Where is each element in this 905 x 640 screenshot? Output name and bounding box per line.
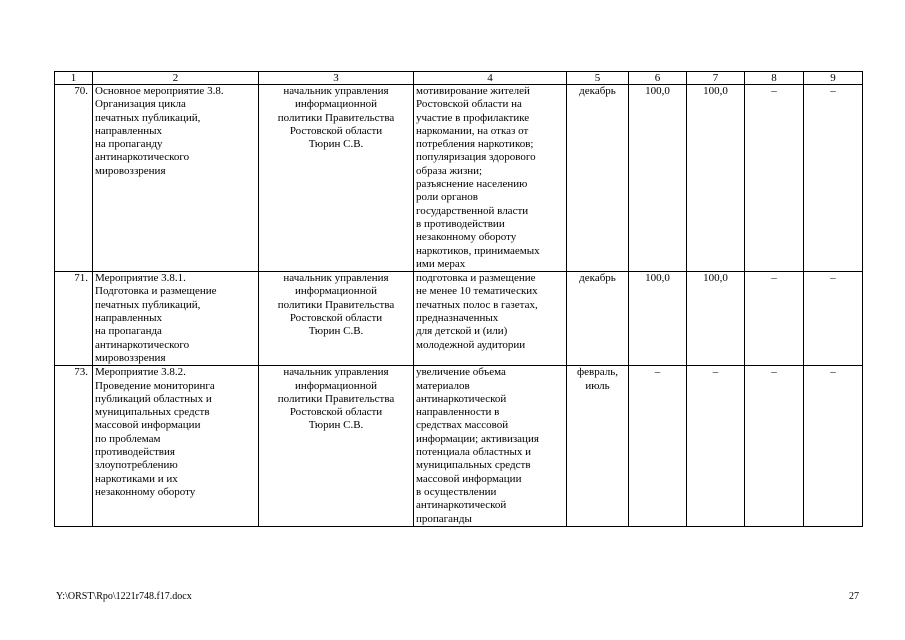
expected-result-line: Ростовской области на [416, 98, 522, 111]
expected-result-line: для детской и (или) [416, 325, 508, 338]
responsible-person [259, 366, 414, 527]
expected-result-line: подготовка и размещение [416, 272, 536, 285]
header-cell: 1 [55, 72, 93, 85]
measure-name-line: Основное мероприятие 3.8. [95, 85, 224, 97]
row-number: 70. [55, 85, 93, 272]
measure-name-line: печатных публикаций, [95, 111, 201, 124]
header-row [55, 72, 863, 85]
measure-name-line: противодействия [95, 446, 175, 459]
responsible-person-line: начальник управления [283, 85, 389, 97]
responsible-person-line: информационной [295, 285, 377, 298]
deadline [567, 85, 629, 272]
measure-name-line: по проблемам [95, 432, 161, 445]
measure-name [93, 366, 259, 527]
responsible-person-line: Ростовской области [289, 312, 383, 325]
responsible-person-line: информационной [295, 98, 377, 111]
deadline-line: июль [585, 379, 610, 392]
expected-result-line: в противодействии [416, 217, 505, 230]
expected-result-line: в осуществлении [416, 485, 497, 498]
measure-name-line: антинаркотического [95, 338, 190, 351]
measure-name-line: наркотиками и их [95, 472, 178, 485]
responsible-person [259, 85, 414, 272]
value-col7: – [687, 366, 745, 527]
value-col6: 100,0 [629, 272, 687, 366]
responsible-person-line: политики Правительства [277, 111, 395, 124]
expected-result-line: незаконному обороту [416, 231, 517, 244]
measure-name-line: массовой информации [95, 419, 201, 432]
responsible-person-line: Тюрин С.В. [308, 419, 364, 432]
expected-result-line: потенциала областных и [416, 446, 531, 459]
header-cell: 8 [745, 72, 804, 85]
header-cell: 4 [414, 72, 567, 85]
deadline-line: декабрь [579, 85, 616, 97]
value-col8: – [745, 85, 804, 272]
expected-result-line: средствах массовой [416, 419, 509, 432]
expected-result-line: наркотиков, принимаемых [416, 244, 540, 257]
deadline [567, 272, 629, 366]
row-number: 73. [55, 366, 93, 527]
measure-name-line: печатных публикаций, [95, 298, 201, 311]
expected-result-line: участие в профилактике [416, 111, 530, 124]
responsible-person-line: Ростовской области [289, 406, 383, 419]
measure-name-line: направленных [95, 124, 162, 137]
responsible-person-line: политики Правительства [277, 392, 395, 405]
value-col8: – [745, 366, 804, 527]
value-col7: 100,0 [687, 272, 745, 366]
value-col9: – [804, 85, 863, 272]
expected-result-line: информации; активизация [416, 432, 539, 445]
responsible-person-line: Ростовской области [289, 124, 383, 137]
expected-result-line: наркомании, на отказ от [416, 124, 529, 137]
header-cell: 2 [93, 72, 259, 85]
header-cell: 5 [567, 72, 629, 85]
measure-name [93, 272, 259, 366]
expected-result-line: увеличение объема [416, 366, 506, 379]
measure-name-line: на пропаганду [95, 138, 163, 151]
measure-name-line: Проведение мониторинга [95, 379, 215, 392]
expected-result-line: муниципальных средств [416, 459, 531, 472]
expected-result-line: печатных полос в газетах, [416, 298, 538, 311]
expected-result-line: материалов [416, 379, 470, 392]
measure-name-line: на пропаганда [95, 325, 162, 338]
value-col6: 100,0 [629, 85, 687, 272]
measure-name [93, 85, 259, 272]
measure-name-line: мировоззрения [95, 164, 166, 177]
expected-result-line: роли органов [416, 191, 478, 204]
expected-result [414, 366, 567, 527]
deadline [567, 366, 629, 527]
expected-result-line: государственной власти [416, 204, 529, 217]
expected-result-line: не менее 10 тематических [416, 285, 538, 298]
measure-name-line: Подготовка и размещение [95, 285, 217, 298]
responsible-person-line: Тюрин С.В. [308, 325, 364, 338]
measure-name-line: злоупотреблению [95, 459, 178, 472]
measure-name-line: муниципальных средств [95, 406, 210, 419]
value-col9: – [804, 272, 863, 366]
measure-name-line: Мероприятие 3.8.2. [95, 366, 186, 379]
expected-result-line: антинаркотической [416, 499, 507, 512]
expected-result-line: предназначенных [416, 312, 499, 325]
page-number: 27 [849, 591, 859, 602]
value-col6: – [629, 366, 687, 527]
expected-result-line: направленности в [416, 406, 500, 419]
measure-name-line: Организация цикла [95, 98, 186, 111]
value-col8: – [745, 272, 804, 366]
expected-result-line: разъяснение населению [416, 178, 528, 191]
measure-name-line: мировоззрения [95, 351, 166, 364]
measure-name-line: антинаркотического [95, 151, 190, 164]
expected-result-line: молодежной аудитории [416, 338, 526, 351]
expected-result-line: массовой информации [416, 472, 522, 485]
expected-result-line: популяризация здорового [416, 151, 536, 164]
row-number: 71. [55, 272, 93, 366]
value-col9: – [804, 366, 863, 527]
header-cell: 7 [687, 72, 745, 85]
header-cell: 9 [804, 72, 863, 85]
table-row [55, 366, 863, 527]
responsible-person-line: Тюрин С.В. [308, 138, 364, 151]
expected-result-line: образа жизни; [416, 164, 483, 177]
value-col7: 100,0 [687, 85, 745, 272]
deadline-line: декабрь [579, 272, 616, 285]
responsible-person [259, 272, 414, 366]
expected-result-line: мотивирование жителей [416, 85, 530, 97]
measure-name-line: незаконному обороту [95, 485, 196, 498]
responsible-person-line: начальник управления [283, 272, 389, 285]
expected-result-line: антинаркотической [416, 392, 507, 405]
expected-result-line: ими мерах [416, 257, 466, 270]
responsible-person-line: начальник управления [283, 366, 389, 379]
file-path: Y:\ORST\Rpo\1221r748.f17.docx [56, 591, 192, 602]
measure-name-line: направленных [95, 312, 162, 325]
header-cell: 6 [629, 72, 687, 85]
expected-result [414, 272, 567, 366]
header-cell: 3 [259, 72, 414, 85]
expected-result-line: потребления наркотиков; [416, 138, 534, 151]
table-row [55, 272, 863, 366]
responsible-person-line: политики Правительства [277, 298, 395, 311]
responsible-person-line: информационной [295, 379, 377, 392]
measures-table [54, 71, 863, 527]
measure-name-line: публикаций областных и [95, 392, 212, 405]
expected-result [414, 85, 567, 272]
measure-name-line: Мероприятие 3.8.1. [95, 272, 186, 285]
expected-result-line: пропаганды [416, 512, 472, 525]
deadline-line: февраль, [577, 366, 618, 379]
table-row [55, 85, 863, 272]
